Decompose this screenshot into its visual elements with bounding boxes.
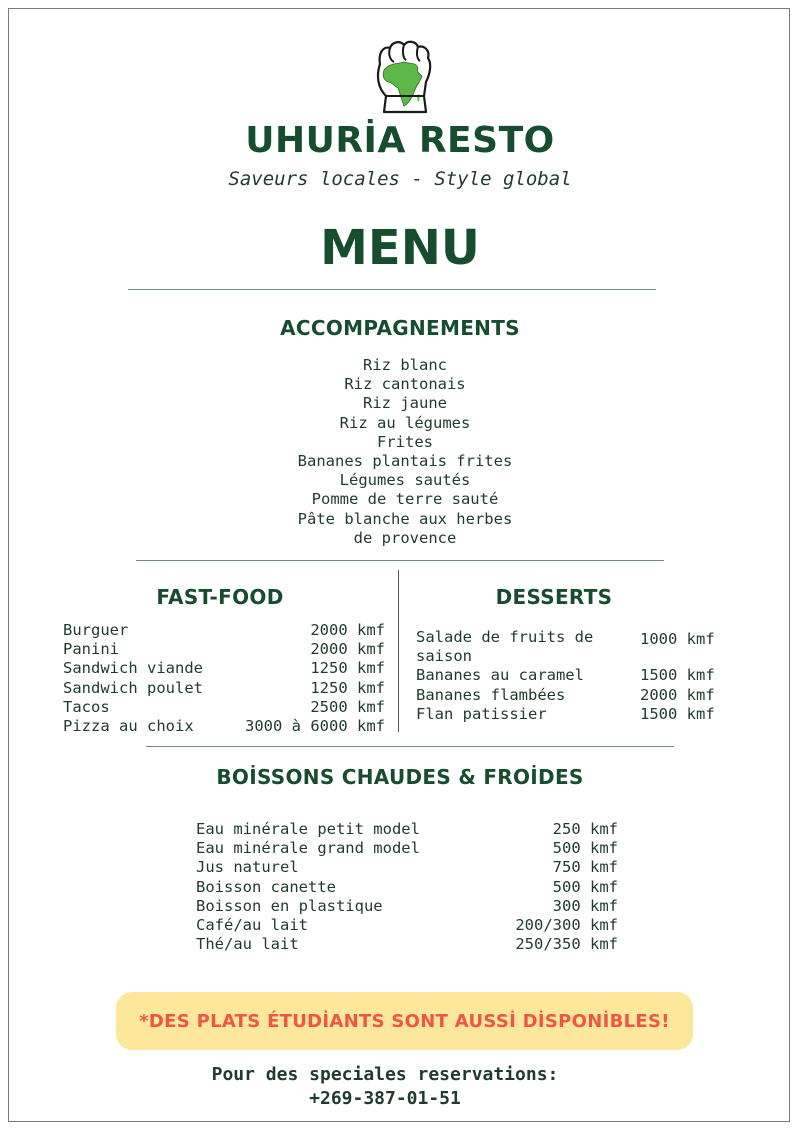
list-item	[63, 717, 385, 736]
list-item: Riz blanc	[363, 356, 447, 374]
section-title-accompagnements: ACCOMPAGNEMENTS	[280, 316, 520, 340]
reservation-contact	[0, 1063, 770, 1111]
divider-lower	[146, 746, 674, 747]
divider-top	[128, 289, 656, 290]
item-price: 2000 kmf	[310, 621, 385, 639]
list-item	[196, 897, 618, 916]
list-item	[196, 878, 618, 897]
list-item: de provence	[353, 528, 457, 547]
list-item	[63, 659, 385, 678]
boissons-list	[196, 820, 618, 954]
item-name: Bananes au caramel	[416, 666, 584, 685]
item-name: Thé/au lait	[196, 935, 299, 954]
item-name: Salade de fruits de saison	[416, 628, 594, 666]
item-price: 1500 kmf	[640, 666, 715, 685]
item-name: Café/au lait	[196, 916, 308, 935]
item-name: Sandwich poulet	[63, 678, 203, 697]
item-price: 1000 kmf	[640, 630, 715, 648]
list-item	[196, 839, 618, 858]
column-divider	[398, 570, 399, 732]
item-name: Panini	[63, 640, 119, 659]
item-price: 2000 kmf	[310, 640, 385, 659]
list-item	[416, 628, 726, 666]
item-price: 500 kmf	[552, 839, 618, 858]
phone-number[interactable]: +269-387-01-51	[309, 1088, 461, 1109]
item-price: 200/300 kmf	[515, 916, 618, 935]
list-item	[196, 858, 618, 877]
reservation-label: Pour des speciales reservations:	[211, 1064, 559, 1085]
list-item: Légumes sautés	[339, 471, 471, 490]
list-item: Riz jaune	[363, 394, 447, 413]
item-name: Eau minérale grand model	[196, 839, 420, 858]
item-name: Eau minérale petit model	[196, 820, 420, 838]
list-item: Pomme de terre sauté	[311, 490, 499, 509]
list-item: Bananes plantais frites	[297, 452, 513, 471]
student-dishes-banner: *DES PLATS ÉTUDİANTS SONT AUSSİ DİSPONİBLES!	[116, 992, 693, 1050]
accompagnements-list	[200, 356, 610, 548]
item-price: 250/350 kmf	[515, 935, 618, 954]
fist-africa-icon	[370, 38, 436, 116]
item-name: Jus naturel	[196, 858, 299, 877]
item-price: 750 kmf	[552, 858, 618, 877]
section-title-boissons: BOİSSONS CHAUDES & FROİDES	[216, 765, 584, 789]
list-item	[416, 686, 726, 705]
item-price: 300 kmf	[552, 896, 618, 915]
list-item: Riz au légumes	[339, 413, 471, 432]
item-price: 1250 kmf	[310, 659, 385, 678]
item-name: Sandwich viande	[63, 659, 203, 678]
list-item	[416, 705, 726, 724]
item-name: Boisson en plastique	[196, 896, 383, 915]
fast-food-list	[63, 621, 385, 736]
item-name: Pizza au choix	[63, 717, 194, 736]
item-price: 3000 à 6000 kmf	[245, 717, 385, 736]
item-price: 1250 kmf	[310, 678, 385, 697]
restaurant-name: UHURİA RESTO	[245, 120, 555, 161]
item-name: Boisson canette	[196, 877, 336, 896]
item-name: Burguer	[63, 621, 129, 639]
item-name: Flan patissier	[416, 704, 547, 723]
item-price: 2000 kmf	[640, 685, 715, 704]
desserts-list	[416, 628, 726, 724]
section-title-fast-food: FAST-FOOD	[156, 585, 284, 609]
item-price: 2500 kmf	[310, 697, 385, 716]
section-title-desserts: DESSERTS	[495, 585, 613, 609]
list-item: Riz cantonais	[344, 375, 466, 394]
item-name: Tacos	[63, 697, 110, 716]
list-item	[196, 935, 618, 954]
list-item	[63, 679, 385, 698]
item-price: 500 kmf	[552, 877, 618, 896]
list-item: Frites	[377, 432, 433, 451]
list-item	[196, 820, 618, 839]
item-price: 1500 kmf	[640, 704, 715, 723]
list-item	[416, 666, 726, 685]
divider-middle	[136, 560, 664, 561]
item-price: 250 kmf	[552, 820, 618, 838]
menu-title: MENU	[320, 220, 480, 276]
list-item	[63, 640, 385, 659]
list-item	[63, 621, 385, 640]
list-item: Pâte blanche aux herbes	[297, 509, 513, 528]
tagline: Saveurs locales - Style global	[228, 168, 572, 190]
item-name: Bananes flambées	[416, 685, 566, 704]
list-item	[63, 698, 385, 717]
list-item	[196, 916, 618, 935]
